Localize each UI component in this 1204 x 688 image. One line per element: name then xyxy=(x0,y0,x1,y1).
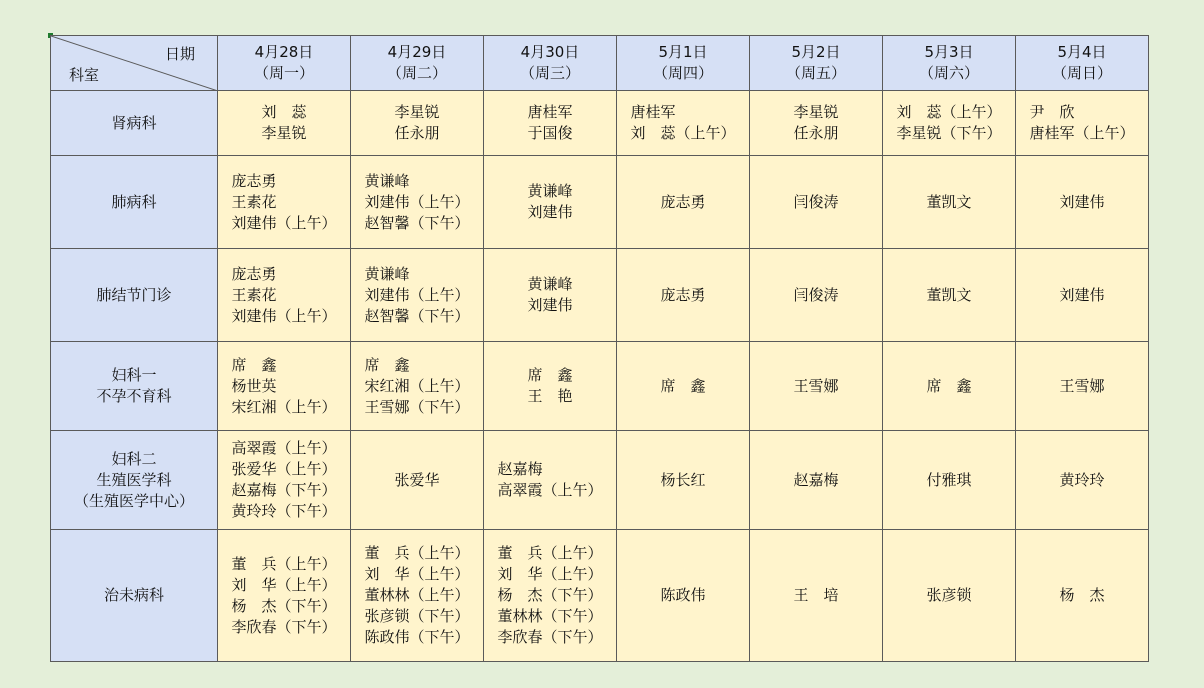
date-header xyxy=(883,36,1016,91)
doctor-name: 陈政伟（下午） xyxy=(364,628,470,646)
doctor-list xyxy=(497,543,602,648)
doctor-list xyxy=(793,285,838,306)
doctor-name: 黄谦峰 xyxy=(364,264,410,283)
doctor-list xyxy=(1059,376,1104,397)
doctor-list xyxy=(896,102,1001,144)
doctor-name: 张彦锁 xyxy=(926,586,972,604)
schedule-table xyxy=(50,35,1149,662)
doctor-list xyxy=(364,171,469,234)
doctor-schedule-cell xyxy=(617,431,750,530)
doctor-list xyxy=(793,102,838,144)
doctor-schedule-cell xyxy=(750,431,883,530)
doctor-schedule-cell xyxy=(883,342,1016,431)
date-header xyxy=(351,36,484,91)
doctor-name: 高翠霞（上午） xyxy=(231,439,337,457)
doctor-name: 刘建伟 xyxy=(1059,285,1105,304)
doctor-name: 张爱华 xyxy=(394,470,440,489)
department-name-line: 肾病科 xyxy=(111,113,157,132)
doctor-list xyxy=(527,274,572,316)
doctor-name: 王雪娜 xyxy=(793,376,839,395)
doctor-name: 闫俊涛 xyxy=(793,192,839,211)
doctor-name: 刘建伟 xyxy=(1059,192,1105,211)
doctor-list xyxy=(231,171,336,234)
department-row xyxy=(51,431,1149,530)
doctor-name: 任永朋 xyxy=(394,124,440,142)
doctor-schedule-cell xyxy=(883,91,1016,156)
doctor-schedule-cell xyxy=(617,530,750,662)
doctor-schedule-cell xyxy=(617,249,750,342)
date-axis-label: 日期 xyxy=(164,45,195,63)
doctor-schedule-cell xyxy=(1016,342,1149,431)
date-header xyxy=(750,36,883,91)
date-text: 5月2日 xyxy=(791,43,841,61)
doctor-name: 杨 杰（下午） xyxy=(497,586,603,604)
doctor-schedule-cell xyxy=(351,431,484,530)
doctor-name: 刘 华（上午） xyxy=(231,575,337,594)
doctor-schedule-cell xyxy=(484,431,617,530)
doctor-schedule-cell xyxy=(750,342,883,431)
department-name-line: 妇科二 xyxy=(111,449,157,468)
doctor-name: 杨长红 xyxy=(660,470,706,489)
doctor-list xyxy=(364,264,469,327)
doctor-name: 王素花 xyxy=(231,285,277,304)
doctor-name: 杨 杰 xyxy=(1059,586,1105,604)
department-name-cell xyxy=(51,91,218,156)
doctor-name: 庞志勇 xyxy=(660,192,706,211)
doctor-name: 李欣春（下午） xyxy=(231,617,337,636)
doctor-name: 董林林（下午） xyxy=(497,607,603,625)
doctor-schedule-cell xyxy=(750,156,883,249)
doctor-name: 杨 杰（下午） xyxy=(231,596,337,615)
doctor-name: 宋红湘（上午） xyxy=(364,376,470,395)
weekday-text: （周二） xyxy=(386,64,447,82)
doctor-list xyxy=(660,285,705,306)
doctor-name: 庞志勇 xyxy=(231,171,277,190)
doctor-name: 王 艳 xyxy=(527,387,573,405)
doctor-name: 赵嘉梅 xyxy=(793,470,839,489)
date-text: 4月30日 xyxy=(520,43,580,61)
doctor-schedule-cell xyxy=(750,530,883,662)
doctor-name: 董凯文 xyxy=(926,285,972,304)
doctor-name: 董凯文 xyxy=(926,192,972,211)
doctor-schedule-cell xyxy=(617,156,750,249)
doctor-name: 赵嘉梅 xyxy=(497,460,543,478)
doctor-name: 赵智馨（下午） xyxy=(364,213,470,232)
doctor-name: 付雅琪 xyxy=(926,470,972,489)
doctor-schedule-cell xyxy=(218,91,351,156)
doctor-list xyxy=(1059,285,1104,306)
department-name-cell xyxy=(51,249,218,342)
doctor-list xyxy=(527,181,572,223)
doctor-list xyxy=(231,355,336,418)
doctor-list xyxy=(1029,102,1134,144)
doctor-list xyxy=(364,543,469,648)
doctor-schedule-cell xyxy=(351,530,484,662)
date-header xyxy=(484,36,617,91)
doctor-list xyxy=(793,585,838,606)
corner-cell xyxy=(51,36,218,91)
doctor-schedule-cell xyxy=(617,91,750,156)
weekday-text: （周四） xyxy=(652,64,713,82)
schedule-table-frame xyxy=(50,35,1149,662)
doctor-schedule-cell xyxy=(351,91,484,156)
department-name-line: 妇科一 xyxy=(111,366,157,384)
department-name-cell xyxy=(51,530,218,662)
doctor-name: 黄谦峰 xyxy=(527,182,573,200)
department-row xyxy=(51,249,1149,342)
doctor-list xyxy=(926,376,971,397)
doctor-name: 李星锐 xyxy=(793,103,839,121)
doctor-name: 李星锐（下午） xyxy=(896,124,1002,142)
doctor-name: 赵嘉梅（下午） xyxy=(231,481,337,499)
doctor-name: 席 鑫 xyxy=(364,355,410,374)
doctor-list xyxy=(926,192,971,213)
doctor-list xyxy=(527,102,572,144)
doctor-name: 李欣春（下午） xyxy=(497,628,603,646)
date-text: 5月4日 xyxy=(1057,43,1107,61)
doctor-list xyxy=(261,102,306,144)
doctor-schedule-cell xyxy=(1016,156,1149,249)
doctor-schedule-cell xyxy=(218,530,351,662)
doctor-name: 刘 华（上午） xyxy=(364,565,470,583)
doctor-schedule-cell xyxy=(883,249,1016,342)
doctor-schedule-cell xyxy=(351,342,484,431)
doctor-name: 席 鑫 xyxy=(231,355,277,374)
doctor-name: 杨世英 xyxy=(231,376,277,395)
doctor-name: 李星锐 xyxy=(261,124,307,142)
weekday-text: （周五） xyxy=(785,64,846,82)
doctor-list xyxy=(1059,192,1104,213)
doctor-list xyxy=(793,376,838,397)
doctor-schedule-cell xyxy=(484,156,617,249)
doctor-name: 席 鑫 xyxy=(660,376,706,395)
doctor-name: 董 兵（上午） xyxy=(364,544,470,562)
doctor-name: 王雪娜 xyxy=(1059,376,1105,395)
doctor-list xyxy=(1059,585,1104,606)
doctor-name: 刘建伟 xyxy=(527,296,573,314)
doctor-name: 刘 华（上午） xyxy=(497,565,603,583)
department-name-line: 肺病科 xyxy=(111,192,157,211)
doctor-list xyxy=(231,438,336,522)
doctor-schedule-cell xyxy=(750,249,883,342)
doctor-schedule-cell xyxy=(750,91,883,156)
doctor-schedule-cell xyxy=(883,431,1016,530)
doctor-list xyxy=(926,285,971,306)
department-name-line: 不孕不育科 xyxy=(96,387,172,405)
doctor-schedule-cell xyxy=(218,156,351,249)
doctor-list xyxy=(793,470,838,491)
department-row xyxy=(51,342,1149,431)
doctor-name: 刘建伟（上午） xyxy=(231,306,337,325)
department-name-cell xyxy=(51,156,218,249)
doctor-name: 张爱华（上午） xyxy=(231,460,337,478)
doctor-name: 董 兵（上午） xyxy=(231,554,337,573)
doctor-list xyxy=(660,192,705,213)
department-name-line: 治未病科 xyxy=(103,586,164,604)
doctor-list xyxy=(793,192,838,213)
doctor-list xyxy=(364,355,469,418)
doctor-schedule-cell xyxy=(1016,249,1149,342)
department-name-line: 生殖医学科 xyxy=(96,470,172,489)
date-header xyxy=(218,36,351,91)
weekday-text: （周六） xyxy=(918,64,979,82)
weekday-text: （周日） xyxy=(1051,64,1112,82)
doctor-list xyxy=(660,585,705,606)
doctor-name: 庞志勇 xyxy=(660,285,706,304)
doctor-name: 董林林（上午） xyxy=(364,586,470,604)
department-name-cell xyxy=(51,431,218,530)
doctor-name: 席 鑫 xyxy=(926,376,972,395)
doctor-list xyxy=(497,459,602,501)
date-header xyxy=(1016,36,1149,91)
doctor-schedule-cell xyxy=(617,342,750,431)
department-name-line: 肺结节门诊 xyxy=(96,285,172,304)
doctor-name: 刘 蕊 xyxy=(261,103,307,121)
doctor-schedule-cell xyxy=(351,156,484,249)
doctor-name: 高翠霞（上午） xyxy=(497,481,603,499)
doctor-name: 黄玲玲 xyxy=(1059,470,1105,489)
doctor-name: 任永朋 xyxy=(793,124,839,142)
doctor-name: 刘 蕊（上午） xyxy=(896,103,1002,121)
doctor-name: 黄谦峰 xyxy=(527,275,573,293)
doctor-schedule-cell xyxy=(218,342,351,431)
department-row xyxy=(51,156,1149,249)
doctor-name: 董 兵（上午） xyxy=(497,544,603,562)
doctor-name: 刘建伟（上午） xyxy=(231,213,337,232)
date-header xyxy=(617,36,750,91)
doctor-schedule-cell xyxy=(1016,431,1149,530)
department-row xyxy=(51,530,1149,662)
doctor-schedule-cell xyxy=(1016,530,1149,662)
doctor-schedule-cell xyxy=(484,249,617,342)
doctor-name: 唐桂军（上午） xyxy=(1029,124,1135,142)
department-row xyxy=(51,91,1149,156)
doctor-name: 李星锐 xyxy=(394,103,440,121)
doctor-list xyxy=(926,470,971,491)
doctor-list xyxy=(630,102,735,144)
header-row xyxy=(51,36,1149,91)
dept-axis-label: 科室 xyxy=(69,66,100,84)
doctor-name: 宋红湘（上午） xyxy=(231,397,337,416)
department-name-line: （生殖医学中心） xyxy=(73,491,194,510)
doctor-name: 席 鑫 xyxy=(527,366,573,384)
doctor-name: 张彦锁（下午） xyxy=(364,607,470,625)
doctor-name: 刘 蕊（上午） xyxy=(630,124,736,142)
doctor-schedule-cell xyxy=(351,249,484,342)
doctor-name: 王 培 xyxy=(793,586,839,604)
doctor-list xyxy=(394,470,439,491)
doctor-schedule-cell xyxy=(484,342,617,431)
doctor-list xyxy=(527,365,572,407)
date-text: 4月29日 xyxy=(387,43,447,61)
doctor-schedule-cell xyxy=(484,530,617,662)
doctor-schedule-cell xyxy=(484,91,617,156)
doctor-name: 闫俊涛 xyxy=(793,285,839,304)
doctor-list xyxy=(1059,470,1104,491)
doctor-list xyxy=(231,264,336,327)
doctor-name: 陈政伟 xyxy=(660,586,706,604)
doctor-list xyxy=(926,585,971,606)
date-text: 5月3日 xyxy=(924,43,974,61)
doctor-schedule-cell xyxy=(218,249,351,342)
doctor-list xyxy=(231,554,336,638)
doctor-name: 赵智馨（下午） xyxy=(364,306,470,325)
date-text: 5月1日 xyxy=(658,43,708,61)
doctor-name: 唐桂军 xyxy=(527,103,573,121)
doctor-schedule-cell xyxy=(883,156,1016,249)
doctor-list xyxy=(660,376,705,397)
doctor-name: 于国俊 xyxy=(527,124,573,142)
doctor-list xyxy=(394,102,439,144)
doctor-schedule-cell xyxy=(1016,91,1149,156)
doctor-list xyxy=(660,470,705,491)
doctor-name: 王素花 xyxy=(231,192,277,211)
weekday-text: （周一） xyxy=(253,64,314,82)
doctor-name: 刘建伟（上午） xyxy=(364,285,470,304)
doctor-name: 刘建伟（上午） xyxy=(364,192,470,211)
doctor-name: 黄谦峰 xyxy=(364,171,410,190)
doctor-name: 黄玲玲（下午） xyxy=(231,502,337,520)
doctor-schedule-cell xyxy=(218,431,351,530)
weekday-text: （周三） xyxy=(519,64,580,82)
doctor-name: 唐桂军 xyxy=(630,103,676,121)
doctor-name: 王雪娜（下午） xyxy=(364,397,470,416)
doctor-name: 尹 欣 xyxy=(1029,103,1075,121)
doctor-name: 庞志勇 xyxy=(231,264,277,283)
department-name-cell xyxy=(51,342,218,431)
doctor-schedule-cell xyxy=(883,530,1016,662)
date-text: 4月28日 xyxy=(254,43,314,61)
doctor-name: 刘建伟 xyxy=(527,203,573,221)
